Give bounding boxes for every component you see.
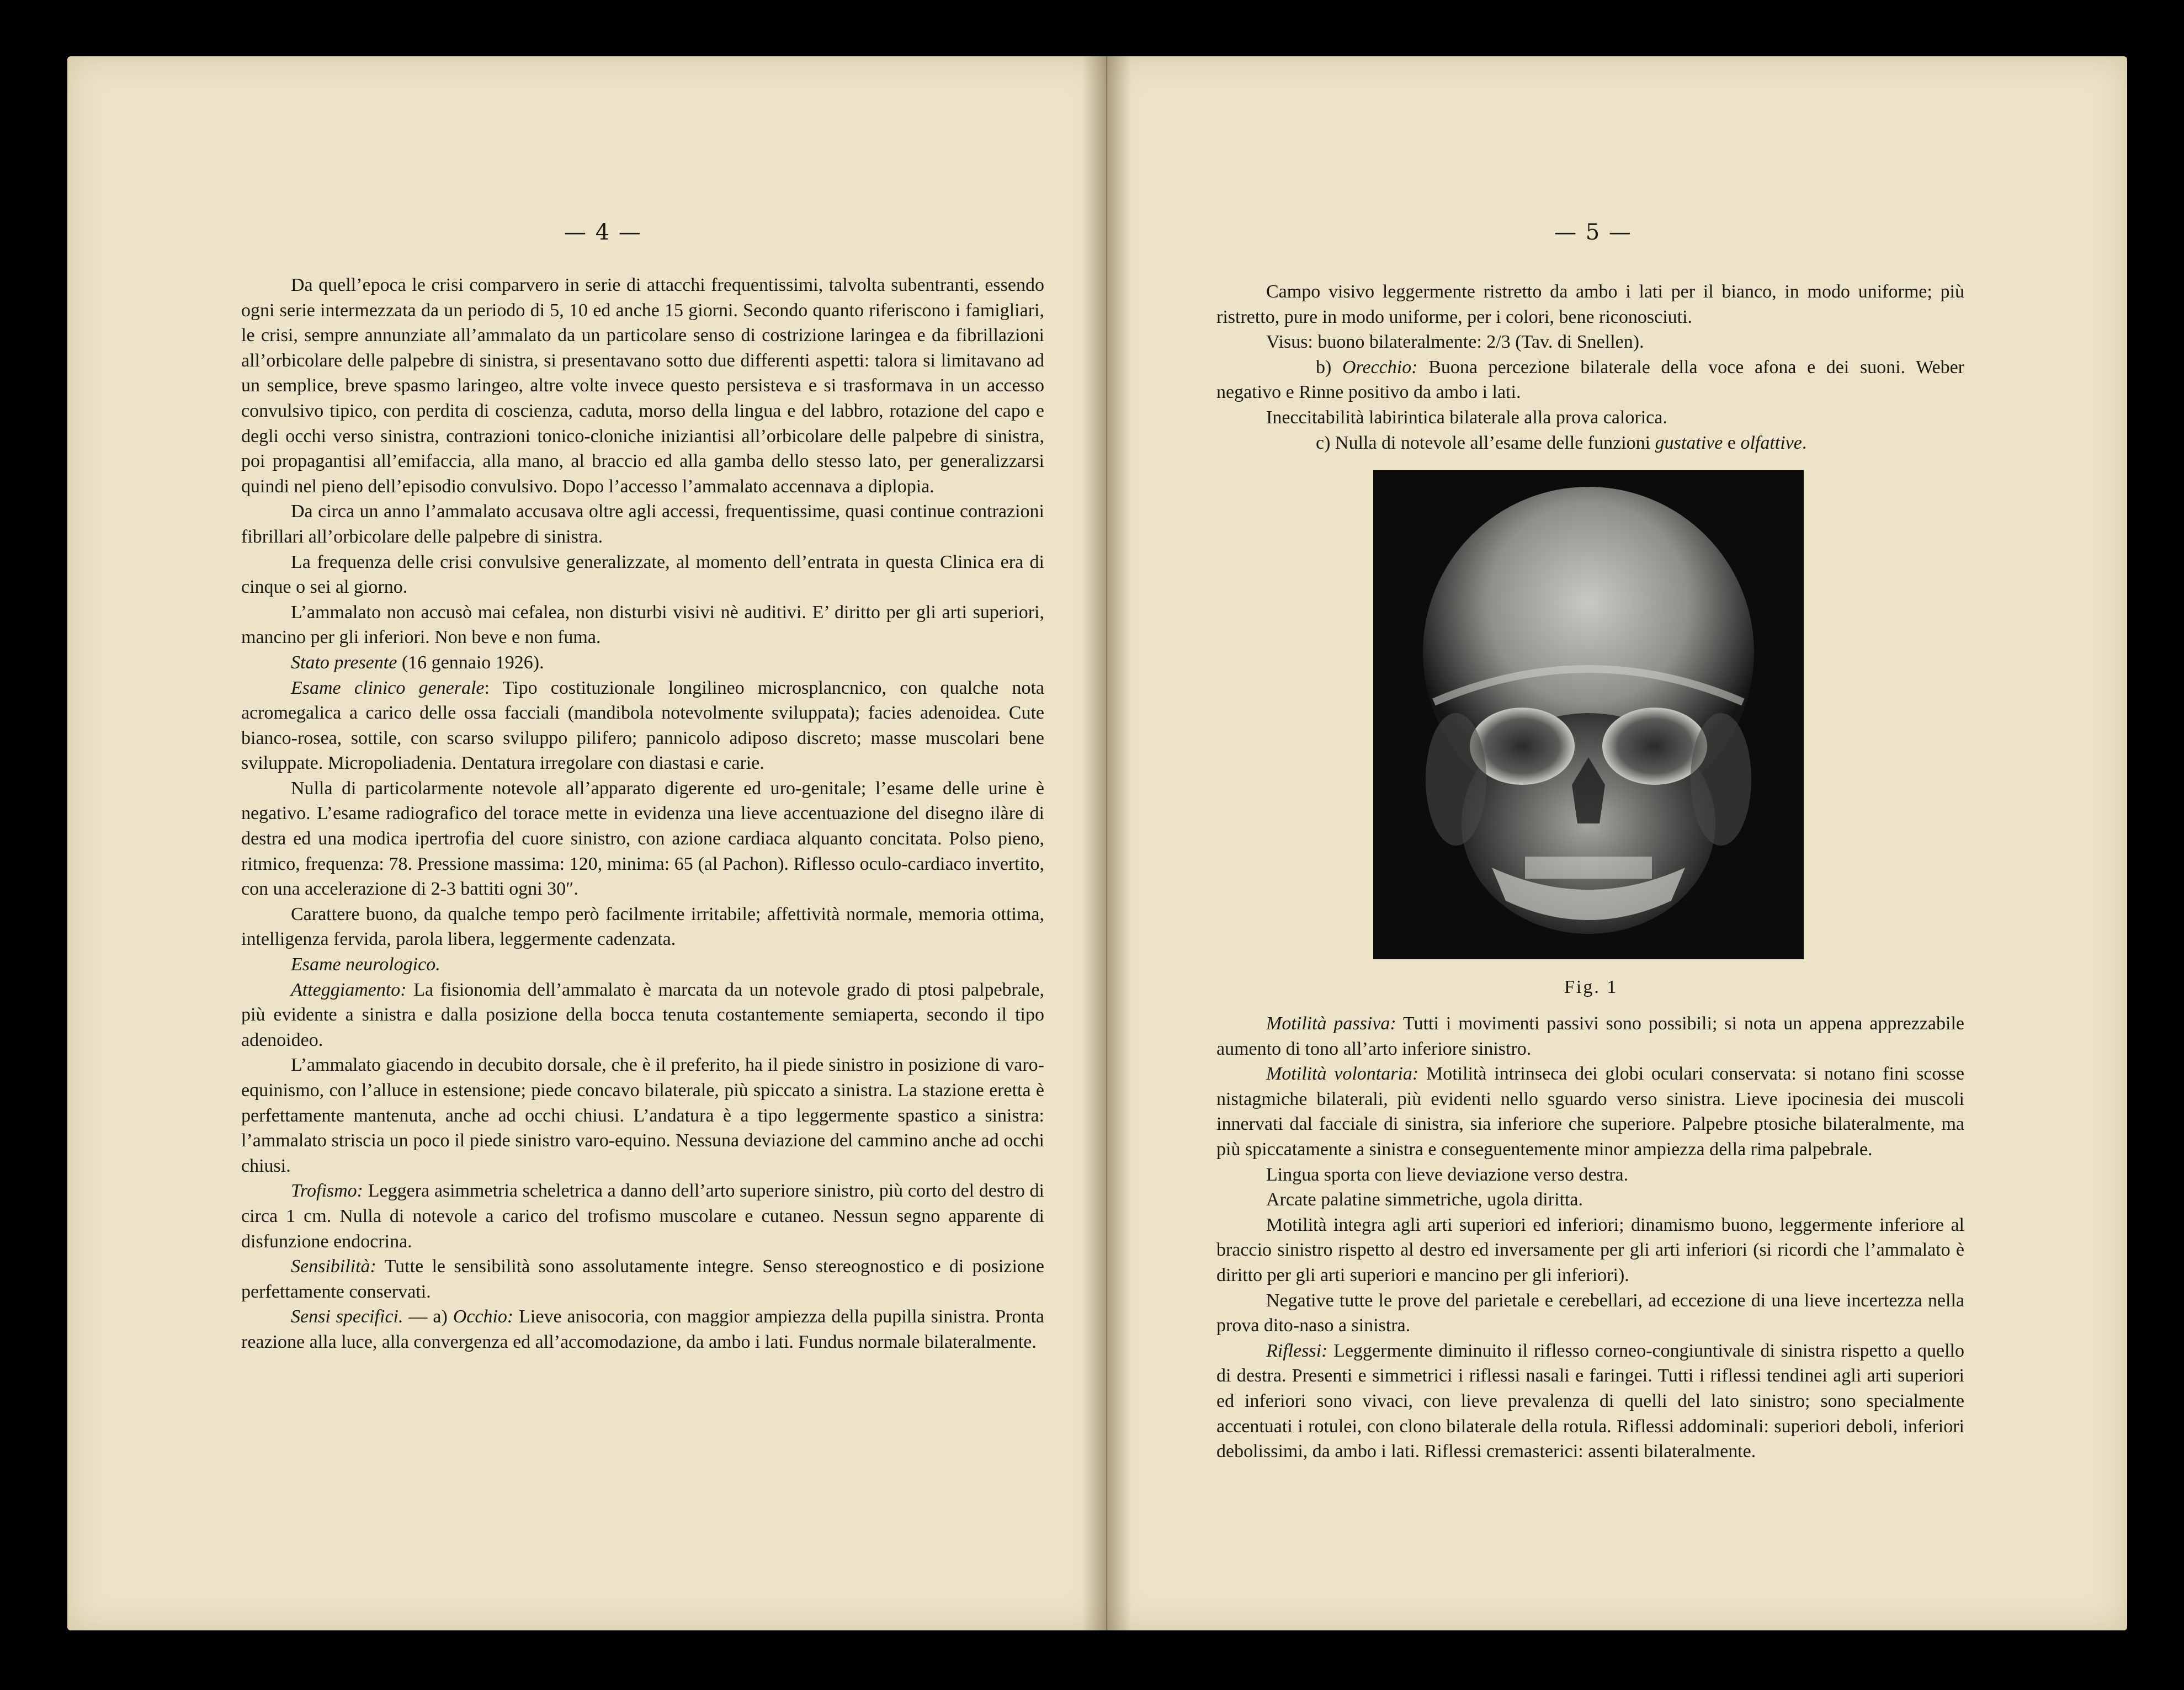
paragraph: Riflessi: Leggermente diminuito il riflesso corneo-congiuntivale di sinistra rispetto a quello di destra. Presenti e simmetrici i riflessi nasali e faringei. Tutti i riflessi tendinei agli arti superiori ed inferiori sono vivaci, con lieve prevalenza di quelli del lato sinistro; sono specialmente accentuati i rotulei, con clono bilaterale della rotula. Riflessi addominali: superiori deboli, inferiori debolissimi, da ambo i lati. Riflessi cremasterici: assenti bilateralmente. xyxy=(1216,1340,1964,1462)
section-label: Atteggiamento: xyxy=(291,979,407,1000)
skull-xray-figure xyxy=(1373,470,1804,959)
left-text-column xyxy=(241,273,1044,1355)
paragraph: c) Nulla di notevole all’esame delle funzioni gustative e olfattive. xyxy=(1316,432,1807,453)
paragraph: Lingua sporta con lieve deviazione verso destra. xyxy=(1266,1164,1629,1185)
paragraph: Motilità volontaria: Motilità intrinseca dei globi oculari conservata: si notano fini scosse nistagmiche bilaterali, più evidenti nello sguardo verso sinistra. Lieve ipocinesia dei muscoli innervati dal facciale di sinistra, sia inferiore che superiore. Palpebre ptosiche bilateralmente, ma più spiccatamente a sinistra e conseguentemente minor ampiezza della rima palpebrale. xyxy=(1216,1064,1964,1160)
paragraph: Stato presente (16 gennaio 1926). xyxy=(291,652,544,673)
paragraph xyxy=(241,952,1044,977)
paragraph: L’ammalato giacendo in decubito dorsale, che è il preferito, ha il piede sinistro in posizione di varo-equinismo, con l’alluce in estensione; piede concavo bilaterale, più spiccato a sinistra. La stazione eretta è perfettamente mantenuta, anche ad occhi chiusi. L’andatura è a tipo leggermente spastico a sinistra: l’ammalato striscia un poco il piede sinistro varo-equino. Nessuna deviazione del cammino anche ad occhi chiusi. xyxy=(241,1055,1044,1176)
page-number: — 4 — xyxy=(564,220,642,245)
paragraph: Da circa un anno l’ammalato accusava oltre agli accessi, frequentissime, quasi continue contrazioni fibrillari all’orbicolare delle palpebre di sinistra. xyxy=(241,501,1044,547)
paragraph: Atteggiamento: La fisionomia dell’ammalato è marcata da un notevole grado di ptosi palpebrale, più evidente a sinistra e dalla posizione della bocca tenuta costantemente semiaperta, secondo il tipo adenoideo. xyxy=(241,979,1044,1050)
right-text-column-top xyxy=(1216,279,1964,455)
paragraph: Motilità passiva: Tutti i movimenti passivi sono possibili; si nota un appena apprezzabile aumento di tono all’arto inferiore sinistro. xyxy=(1216,1013,1964,1059)
paragraph: Sensibilità: Tutte le sensibilità sono assolutamente integre. Senso stereognostico e di posizione perfettamente conservati. xyxy=(241,1256,1044,1302)
right-page xyxy=(1106,56,2127,1630)
paragraph: b) Orecchio: Buona percezione bilaterale della voce afona e dei suoni. Weber negativo e Rinne positivo da ambo i lati. xyxy=(1216,357,1964,403)
right-text-column-bottom xyxy=(1216,1011,1964,1464)
figure-caption: Fig. 1 xyxy=(1564,977,1618,997)
paragraph: Campo visivo leggermente ristretto da ambo i lati per il bianco, in modo uniforme; più ristretto, pure in modo uniforme, per i colori, bene riconosciuti. xyxy=(1216,281,1964,327)
page-number: — 5 — xyxy=(1554,220,1632,245)
book-gutter xyxy=(1082,56,1131,1630)
section-label: Sensi specifici. xyxy=(291,1306,403,1327)
section-label: Occhio: xyxy=(453,1306,514,1327)
section-label: gustative xyxy=(1655,432,1723,453)
paragraph: Negative tutte le prove del parietale e cerebellari, ad eccezione di una lieve incertezza nella prova dito-naso a sinistra. xyxy=(1216,1290,1964,1336)
left-page xyxy=(67,56,1106,1630)
section-label: Esame neurologico. xyxy=(291,954,440,975)
paragraph: Ineccitabilità labirintica bilaterale alla prova calorica. xyxy=(1266,407,1667,428)
section-label: Motilità passiva: xyxy=(1266,1013,1396,1034)
section-label: Stato presente xyxy=(291,652,397,673)
paragraph: Nulla di particolarmente notevole all’apparato digerente ed uro-genitale; l’esame delle urine è negativo. L’esame radiografico del torace mette in evidenza una lieve accentuazione del disegno ilàre di destra ed una modica ipertrofia del cuore sinistro, con azione cardiaca alquanto concitata. Polso pieno, ritmico, frequenza: 78. Pressione massima: 120, minima: 65 (al Pachon). Riflesso oculo-cardiaco invertito, con una accelerazione di 2-3 battiti ogni 30″. xyxy=(241,778,1044,900)
paragraph: Carattere buono, da qualche tempo però facilmente irritabile; affettività normale, memoria ottima, intelligenza fervida, parola libera, leggermente cadenzata. xyxy=(241,904,1044,950)
paragraph: Sensi specifici. — a) Occhio: Lieve anisocoria, con maggior ampiezza della pupilla sinistra. Pronta reazione alla luce, alla convergenza ed all’accomodazione, da ambo i lati. Fundus normale bilateralmente. xyxy=(241,1306,1044,1352)
section-label: Orecchio: xyxy=(1342,357,1418,378)
section-label: olfattive xyxy=(1740,432,1802,453)
section-label: Trofismo: xyxy=(291,1181,364,1202)
paragraph: Motilità integra agli arti superiori ed inferiori; dinamismo buono, leggermente inferiore al braccio sinistro rispetto al destro ed inversamente per gli arti inferiori (si ricordi che l’ammalato è diritto per gli arti superiori e mancino per gli inferiori). xyxy=(1216,1214,1964,1285)
section-label: Sensibilità: xyxy=(291,1256,376,1277)
section-label: Esame clinico generale xyxy=(291,677,485,698)
paragraph: L’ammalato non accusò mai cefalea, non disturbi visivi nè auditivi. E’ diritto per gli arti superiori, mancino per gli inferiori. Non beve e non fuma. xyxy=(241,602,1044,648)
section-label: Riflessi: xyxy=(1266,1340,1328,1361)
paragraph: Arcate palatine simmetriche, ugola diritta. xyxy=(1266,1189,1583,1210)
paragraph: Trofismo: Leggera asimmetria scheletrica a danno dell’arto superiore sinistro, più corto del destro di circa 1 cm. Nulla di notevole a carico del trofismo muscolare e cutaneo. Nessun segno apparente di disfunzione endocrina. xyxy=(241,1181,1044,1252)
section-label: Motilità volontaria: xyxy=(1266,1064,1419,1085)
paragraph: La frequenza delle crisi convulsive generalizzate, al momento dell’entrata in questa Clinica era di cinque o sei al giorno. xyxy=(241,551,1044,598)
paragraph: Esame clinico generale: Tipo costituzionale longilineo microsplancnico, con qualche nota acromegalica a carico delle ossa facciali (mandibola notevolmente sviluppata); facies adenoidea. Cute bianco-rosea, sottile, con scarso sviluppo pilifero; pannicolo adiposo discreto; masse muscolari bene sviluppate. Micropoliadenia. Dentatura irregolare con diastasi e carie. xyxy=(241,677,1044,774)
skull-xray-image xyxy=(1373,470,1804,959)
paragraph: Da quell’epoca le crisi comparvero in serie di attacchi frequentissimi, talvolta subentranti, essendo ogni serie intermezzata da un periodo di 5, 10 ed anche 15 giorni. Secondo quanto riferiscono i famigliari, le crisi, sempre annunziate all’ammalato da un particolare senso di costrizione laringea e da fibrillazioni all’orbicolare delle palpebre di sinistra, si presentavano sotto due differenti aspetti: talora si limitavano ad un semplice, breve spasmo laringeo, altre volte invece questo persisteva e si trasformava in un accesso convulsivo tipico, con perdita di coscienza, caduta, morso della lingua e del labbro, rotazione del capo e degli occhi verso sinistra, contrazioni tonico-cloniche iniziantisi all’orbicolare delle palpebre di sinistra, poi propagantisi all’emifaccia, alla mano, al braccio ed alla gamba dello stesso lato, per generalizzarsi quindi nel pieno dell’episodio convulsivo. Dopo l’accesso l’ammalato accennava a diplopia. xyxy=(241,275,1044,497)
paragraph: Visus: buono bilateralmente: 2/3 (Tav. di Snellen). xyxy=(1266,332,1644,353)
